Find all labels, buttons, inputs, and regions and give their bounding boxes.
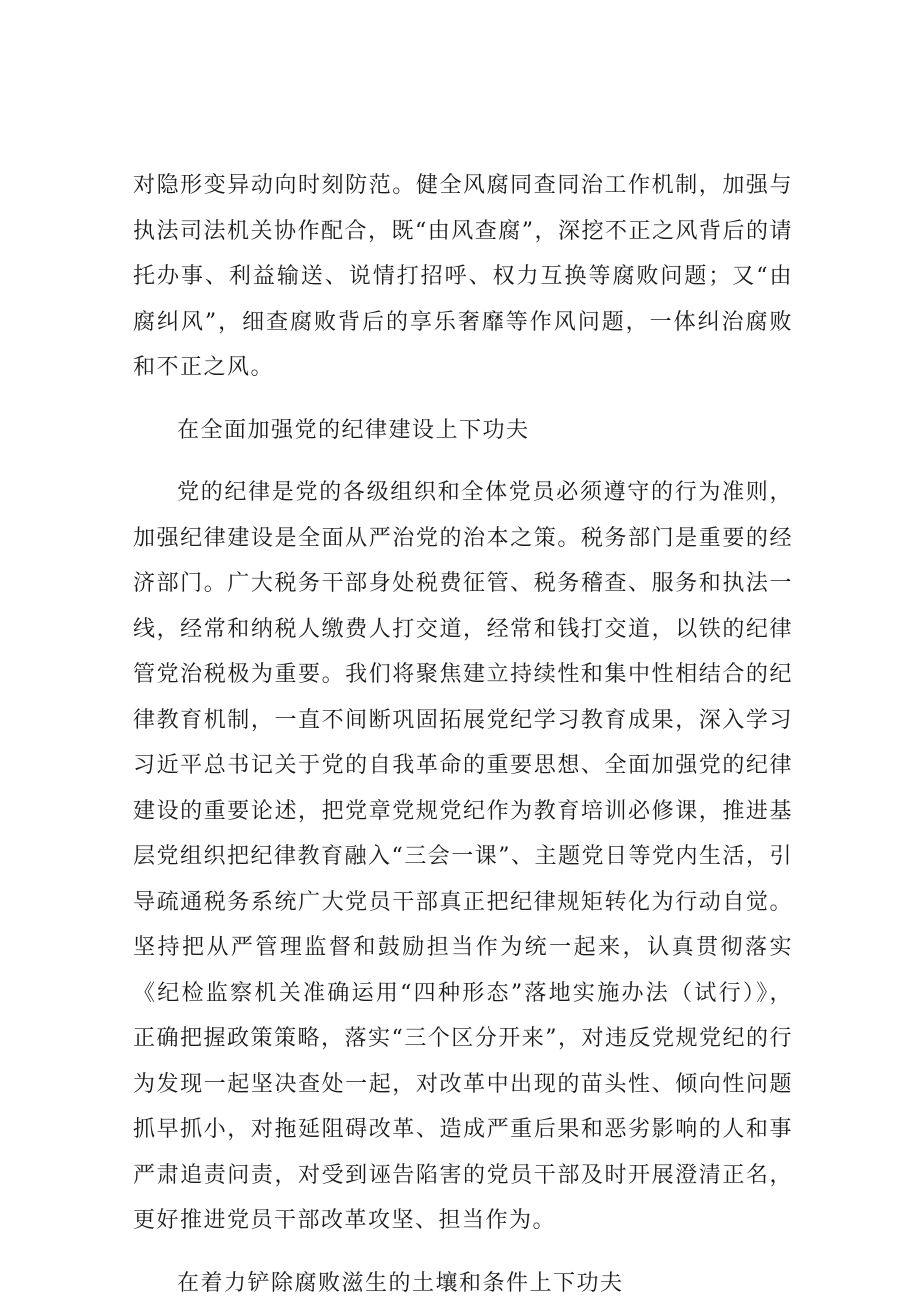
paragraph-continuation: 对隐形变异动向时刻防范。健全风腐同查同治工作机制，加强与执法司法机关协作配合，既“由风查腐”，深挖不正之风背后的请托办事、利益输送、说情打招呼、权力互换等腐败问题；又“由腐纠风”，细查腐败背后的享乐奢靡等作风问题，一体纠治腐败和不正之风。 (133, 163, 793, 391)
paragraph-gap (133, 453, 793, 470)
section-heading-discipline: 在全面加强党的纪律建设上下功夫 (133, 408, 793, 454)
paragraph-gap (133, 391, 793, 408)
paragraph-discipline-body: 党的纪律是党的各级组织和全体党员必须遵守的行为准则，加强纪律建设是全面从严治党的治本之策。税务部门是重要的经济部门。广大税务干部身处税费征管、税务稽查、服务和执法一线，经常和纳税人缴费人打交道，经常和钱打交道，以铁的纪律管党治税极为重要。我们将聚焦建立持续性和集中性相结合的纪律教育机制，一直不间断巩固拓展党纪学习教育成果，深入学习习近平总书记关于党的自我革命的重要思想、全面加强党的纪律建设的重要论述，把党章党规党纪作为教育培训必修课，推进基层党组织把纪律教育融入“三会一课”、主题党日等党内生活，引导疏通税务系统广大党员干部真正把纪律规矩转化为行动自觉。坚持把从严管理监督和鼓励担当作为统一起来，认真贯彻落实《纪检监察机关准确运用“四种形态”落地实施办法（试行）》，正确把握政策策略，落实“三个区分开来”，对违反党规党纪的行为发现一起坚决查处一起，对改革中出现的苗头性、倾向性问题抓早抓小，对拖延阻碍改革、造成严重后果和恶劣影响的人和事严肃追责问责，对受到诬告陷害的党员干部及时开展澄清正名，更好推进党员干部改革攻坚、担当作为。 (133, 470, 793, 1244)
paragraph-gap (133, 1244, 793, 1261)
document-body (133, 163, 793, 1306)
section-heading-eradicate-corruption: 在着力铲除腐败滋生的土壤和条件上下功夫 (133, 1261, 793, 1306)
